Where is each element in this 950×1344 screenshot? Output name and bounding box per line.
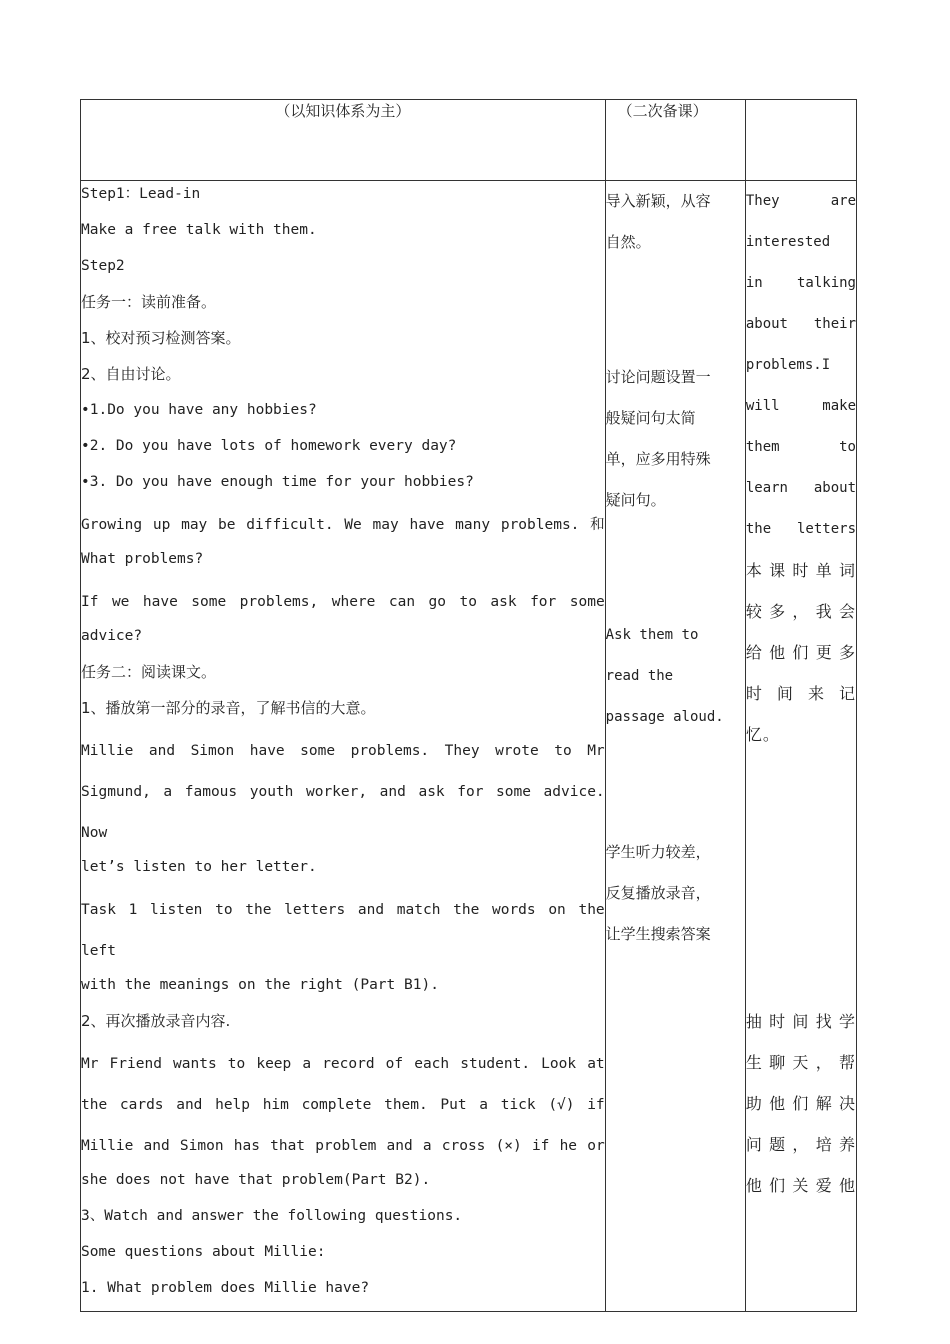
content-line: 1、校对预习检测答案。 bbox=[81, 329, 241, 347]
content-line: she does not have that problem(Part B2). bbox=[81, 1172, 431, 1188]
reflection-line: interested bbox=[745, 234, 831, 250]
header-knowledge-label: （以知识体系为主） bbox=[275, 102, 411, 120]
reflection-line: 较多，我会 bbox=[745, 602, 856, 621]
content-line: Make a free talk with them. bbox=[81, 222, 317, 238]
reflection-line: them to bbox=[745, 439, 856, 455]
reflection-line: problems.I bbox=[745, 357, 831, 373]
note-line: Ask them to bbox=[605, 627, 699, 643]
header-cell-knowledge bbox=[81, 100, 606, 181]
lesson-content-cell bbox=[81, 181, 606, 1312]
note-line: 让学生搜索答案 bbox=[605, 925, 711, 943]
reflection-line: in talking bbox=[745, 275, 856, 291]
note-line: 疑问句。 bbox=[605, 491, 666, 509]
note-line: 讨论问题设置一 bbox=[605, 368, 711, 386]
revision-notes-cell bbox=[605, 181, 745, 1312]
header-revision-label: （二次备课） bbox=[617, 102, 708, 120]
note-line: 反复播放录音， bbox=[605, 884, 711, 902]
content-line: let’s listen to her letter. bbox=[81, 859, 317, 875]
note-line: 般疑问句太简 bbox=[605, 409, 696, 427]
reflection-line: 他们关爱他 bbox=[745, 1176, 856, 1195]
content-line: 3、Watch and answer the following questions. bbox=[81, 1208, 463, 1224]
note-line: 学生听力较差， bbox=[605, 843, 711, 861]
content-line: Sigmund, a famous youth worker, and ask for some advice. Now bbox=[81, 784, 605, 841]
reflection-line: 抽时间找学 bbox=[745, 1012, 856, 1031]
content-line: advice? bbox=[81, 628, 143, 644]
reflection-line: learn about bbox=[745, 480, 856, 496]
content-line: Millie and Simon has that problem and a cross (×) if he or bbox=[81, 1138, 605, 1154]
note-line: read the bbox=[605, 668, 674, 684]
table-body-row bbox=[81, 181, 857, 1312]
content-line: with the meanings on the right (Part B1). bbox=[81, 977, 439, 993]
reflection-line: They are bbox=[745, 193, 856, 209]
content-line: •3. Do you have enough time for your hobbies? bbox=[81, 474, 474, 490]
content-line: Step2 bbox=[81, 258, 125, 274]
content-line: 任务一：读前准备。 bbox=[81, 293, 217, 311]
reflection-line: 给他们更多 bbox=[745, 643, 856, 662]
note-line: 导入新颖，从容 bbox=[605, 192, 711, 210]
reflection-line: 助他们解决 bbox=[745, 1094, 856, 1113]
content-line: the cards and help him complete them. Put a tick (√) if bbox=[81, 1097, 605, 1113]
table-header-row bbox=[81, 100, 857, 181]
note-line: passage aloud. bbox=[605, 709, 724, 725]
reflection-line: 忆。 bbox=[745, 725, 780, 744]
content-line: 1. What problem does Millie have? bbox=[81, 1280, 370, 1296]
content-line: Growing up may be difficult. We may have many problems. 和 bbox=[81, 517, 605, 533]
note-line: 自然。 bbox=[605, 233, 651, 251]
content-line: Some questions about Millie: bbox=[81, 1244, 326, 1260]
note-line: 单，应多用特殊 bbox=[605, 450, 711, 468]
lesson-plan-table bbox=[80, 99, 857, 1312]
content-line: •2. Do you have lots of homework every day? bbox=[81, 438, 457, 454]
reflection-line: 生聊天，帮 bbox=[745, 1053, 856, 1072]
reflection-line: will make bbox=[745, 398, 856, 414]
content-line: 2、再次播放录音内容. bbox=[81, 1012, 231, 1030]
content-line: 任务二：阅读课文。 bbox=[81, 663, 217, 681]
content-line: •1.Do you have any hobbies? bbox=[81, 402, 317, 418]
reflection-line: about their bbox=[745, 316, 856, 332]
content-line: 2、自由讨论。 bbox=[81, 365, 181, 383]
header-cell-reflection bbox=[745, 100, 856, 181]
content-line: Step1：Lead-in bbox=[81, 186, 201, 202]
reflection-line: 时 间 来 记 bbox=[745, 684, 856, 703]
reflection-line: 问题，培养 bbox=[745, 1135, 856, 1154]
header-reflection-label bbox=[746, 100, 856, 117]
reflection-cell bbox=[745, 181, 856, 1312]
content-line: Mr Friend wants to keep a record of each student. Look at bbox=[81, 1056, 605, 1072]
reflection-line: 本课时单词 bbox=[745, 561, 856, 580]
reflection-line: the letters bbox=[745, 521, 856, 537]
content-line: If we have some problems, where can go to ask for some bbox=[81, 594, 605, 610]
header-cell-revision bbox=[605, 100, 745, 181]
content-line: Millie and Simon have some problems. They wrote to Mr bbox=[81, 743, 605, 759]
content-line: 1、播放第一部分的录音，了解书信的大意。 bbox=[81, 699, 376, 717]
content-line: Task 1 listen to the letters and match the words on the left bbox=[81, 902, 605, 959]
content-line: What problems? bbox=[81, 551, 204, 567]
